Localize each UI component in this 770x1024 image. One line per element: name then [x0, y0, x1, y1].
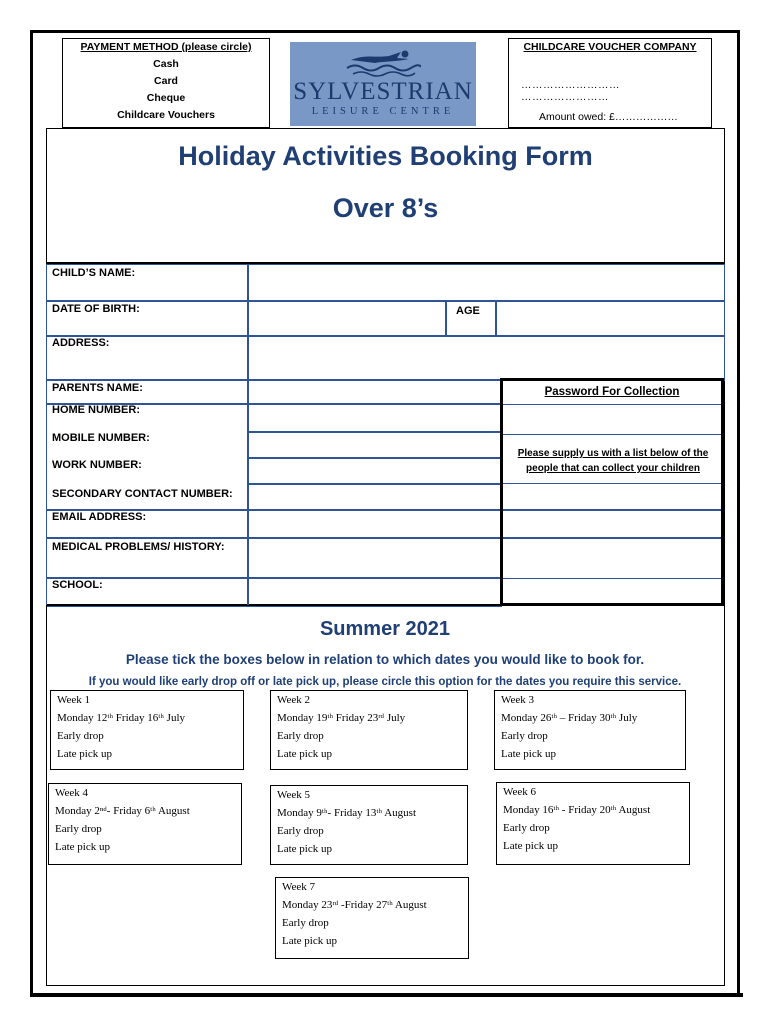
week-dates: Monday 26ᵗʰ – Friday 30ᵗʰ July	[501, 712, 638, 724]
early-drop-option[interactable]: Early drop	[277, 825, 324, 837]
early-drop-option[interactable]: Early drop	[282, 917, 329, 929]
password-title: Password For Collection	[544, 386, 680, 398]
week-dates: Monday 23ʳᵈ -Friday 27ᵗʰ August	[282, 899, 427, 911]
voucher-company-box	[508, 38, 712, 128]
week-label: Week 3	[501, 694, 535, 706]
password-note	[502, 446, 724, 476]
week-7-box[interactable]	[275, 877, 469, 959]
payment-option-cheque[interactable]: Cheque	[146, 92, 186, 104]
week-2-box[interactable]	[270, 690, 468, 770]
summer-instruction: Please tick the boxes below in relation to which dates you would like to book for.	[125, 652, 645, 667]
school-label-cell	[46, 577, 249, 607]
age-field[interactable]	[495, 300, 725, 337]
week-label: Week 1	[57, 694, 91, 706]
week-dates: Monday 19ᵗʰ Friday 23ʳᵈ July	[277, 712, 406, 724]
home-number-label: HOME NUMBER:	[52, 404, 140, 416]
dob-label-cell	[46, 300, 249, 337]
email-label: EMAIL ADDRESS:	[52, 511, 147, 523]
week-3-box[interactable]	[494, 690, 686, 770]
late-pickup-option[interactable]: Late pick up	[282, 935, 337, 947]
week-dates: Monday 12ᵗʰ Friday 16ᵗʰ July	[57, 712, 185, 724]
secondary-contact-field[interactable]	[247, 483, 502, 511]
summer-sub-instruction: If you would like early drop off or late pick up, please circle this option for the dates you require this service.	[88, 676, 682, 688]
payment-option-cash[interactable]: Cash	[153, 58, 179, 70]
secondary-contact-label: SECONDARY CONTACT NUMBER:	[52, 488, 233, 500]
payment-method-box	[62, 38, 270, 128]
week-1-box[interactable]	[50, 690, 244, 770]
summer-title: Summer 2021	[319, 618, 451, 640]
parents-name-field[interactable]	[247, 379, 502, 405]
sylvestrian-logo	[290, 42, 476, 126]
early-drop-option[interactable]: Early drop	[55, 823, 102, 835]
week-label: Week 5	[277, 789, 311, 801]
early-drop-option[interactable]: Early drop	[57, 730, 104, 742]
childs-name-label: CHILD’S NAME:	[52, 267, 136, 279]
password-note-line-1: Please supply us with a list below of the	[517, 448, 709, 459]
medical-field[interactable]	[247, 537, 502, 579]
password-box	[500, 378, 724, 606]
week-label: Week 4	[55, 787, 89, 799]
age-label: AGE	[456, 305, 480, 317]
work-number-label: WORK NUMBER:	[52, 459, 142, 471]
late-pickup-option[interactable]: Late pick up	[57, 748, 112, 760]
page-border-shadow	[33, 993, 743, 997]
late-pickup-option[interactable]: Late pick up	[55, 841, 110, 853]
address-field[interactable]	[247, 335, 725, 381]
payment-method-heading: PAYMENT METHOD (please circle)	[80, 41, 252, 53]
home-number-field[interactable]	[247, 403, 502, 433]
school-field[interactable]	[247, 577, 502, 607]
week-label: Week 6	[503, 786, 537, 798]
logo-subtitle: LEISURE CENTRE	[311, 106, 455, 117]
late-pickup-option[interactable]: Late pick up	[277, 843, 332, 855]
week-dates: Monday 9ᵗʰ- Friday 13ᵗʰ August	[277, 807, 416, 819]
mobile-number-field[interactable]	[247, 431, 502, 459]
week-4-box[interactable]	[48, 783, 242, 865]
late-pickup-option[interactable]: Late pick up	[501, 748, 556, 760]
late-pickup-option[interactable]: Late pick up	[503, 840, 558, 852]
address-label-cell	[46, 335, 249, 381]
dob-field[interactable]	[247, 300, 447, 337]
voucher-company-heading: CHILDCARE VOUCHER COMPANY	[523, 41, 697, 53]
payment-option-vouchers[interactable]: Childcare Vouchers	[117, 109, 215, 121]
payment-option-card[interactable]: Card	[154, 75, 178, 87]
week-dates: Monday 2ⁿᵈ- Friday 6ᵗʰ August	[55, 805, 190, 817]
dob-label: DATE OF BIRTH:	[52, 303, 140, 315]
early-drop-option[interactable]: Early drop	[501, 730, 548, 742]
week-5-box[interactable]	[270, 785, 468, 865]
voucher-company-field[interactable]: ……………………… ……………………	[521, 79, 620, 103]
swimmer-icon	[345, 46, 421, 80]
amount-owed-field[interactable]: Amount owed: £………………	[539, 111, 678, 123]
email-field[interactable]	[247, 509, 502, 539]
title-box	[46, 128, 725, 263]
childs-name-label-cell	[46, 264, 249, 302]
parents-name-label: PARENTS NAME:	[52, 382, 143, 394]
password-note-line-2: people that can collect your children	[526, 463, 700, 474]
mobile-number-label: MOBILE NUMBER:	[52, 432, 150, 444]
logo-name: SYLVESTRIAN	[293, 78, 473, 105]
contact-label-cell	[46, 403, 249, 511]
early-drop-option[interactable]: Early drop	[277, 730, 324, 742]
week-dates: Monday 16ᵗʰ - Friday 20ᵗʰ August	[503, 804, 651, 816]
school-label: SCHOOL:	[52, 579, 103, 591]
medical-label-cell	[46, 537, 249, 579]
work-number-field[interactable]	[247, 457, 502, 485]
week-label: Week 7	[282, 881, 316, 893]
week-label: Week 2	[277, 694, 311, 706]
address-label: ADDRESS:	[52, 337, 110, 349]
early-drop-option[interactable]: Early drop	[503, 822, 550, 834]
email-label-cell	[46, 509, 249, 539]
form-title: Holiday Activities Booking Form	[178, 141, 593, 171]
parents-name-label-cell	[46, 379, 249, 405]
form-subtitle: Over 8’s	[332, 193, 439, 223]
week-6-box[interactable]	[496, 782, 690, 865]
childs-name-field[interactable]	[247, 264, 725, 302]
late-pickup-option[interactable]: Late pick up	[277, 748, 332, 760]
medical-label: MEDICAL PROBLEMS/ HISTORY:	[52, 541, 225, 553]
